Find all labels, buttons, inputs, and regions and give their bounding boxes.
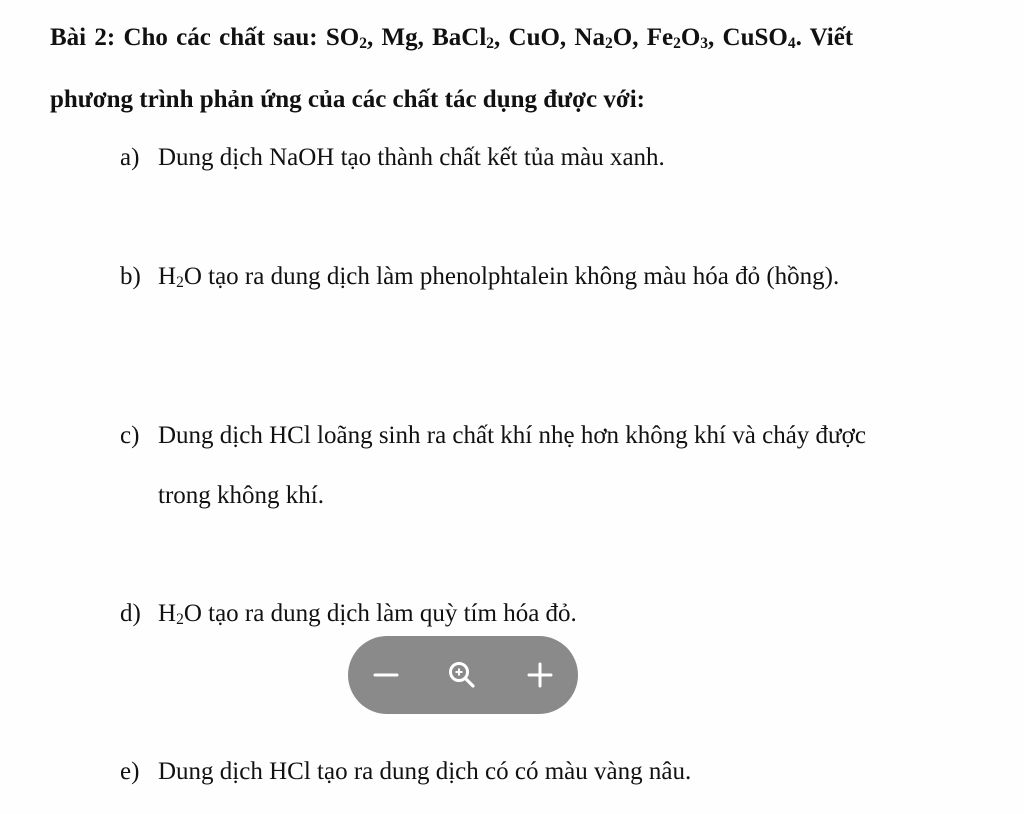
item-c xyxy=(120,420,866,452)
item-d: d) $H_2O$ tạo ra dung dịch làm quỳ tím hóa đỏ. xyxy=(120,598,577,630)
item-e xyxy=(120,756,691,788)
exercise-number: Bài 2: xyxy=(50,24,116,51)
zoom-controls xyxy=(348,636,578,714)
item-text: Dung dịch HCl loãng sinh ra chất khí nhẹ hơn không khí và cháy được xyxy=(158,422,866,449)
item-c-continued: trong không khí. xyxy=(158,482,324,509)
item-b: b) $H_2O$ tạo ra dung dịch làm phenolphtalein không màu hóa đỏ (hồng). xyxy=(120,261,839,293)
item-text: Dung dịch NaOH tạo thành chất kết tủa màu xanh. xyxy=(158,144,665,171)
item-marker: d) xyxy=(120,600,141,627)
item-text: O tạo ra dung dịch làm phenolphtalein không màu hóa đỏ (hồng). xyxy=(183,263,840,290)
item-text: Dung dịch HCl tạo ra dung dịch có có màu vàng nâu. xyxy=(158,758,692,785)
zoom-magnifier-icon xyxy=(447,660,477,690)
item-a xyxy=(120,142,665,174)
zoom-out-button[interactable] xyxy=(356,636,416,714)
zoom-in-button[interactable] xyxy=(510,636,570,714)
zoom-reset-button[interactable] xyxy=(432,636,492,714)
item-marker: c) xyxy=(120,422,140,449)
exercise-title-continued: phương trình phản ứng của các chất tác dụng được với: xyxy=(50,86,645,113)
plus-icon xyxy=(527,662,553,688)
item-marker: e) xyxy=(120,758,140,785)
item-text: O tạo ra dung dịch làm quỳ tím hóa đỏ. xyxy=(183,600,577,627)
item-marker: b) xyxy=(120,263,141,290)
exercise-title: Bài 2: Cho các chất sau: $SO_2$, Mg, BaCl$_2$, CuO, $Na_2O$, $Fe_2O_3$, CuSO$_4$. Viết xyxy=(50,24,854,52)
item-marker: a) xyxy=(120,144,140,171)
minus-icon xyxy=(373,662,399,688)
